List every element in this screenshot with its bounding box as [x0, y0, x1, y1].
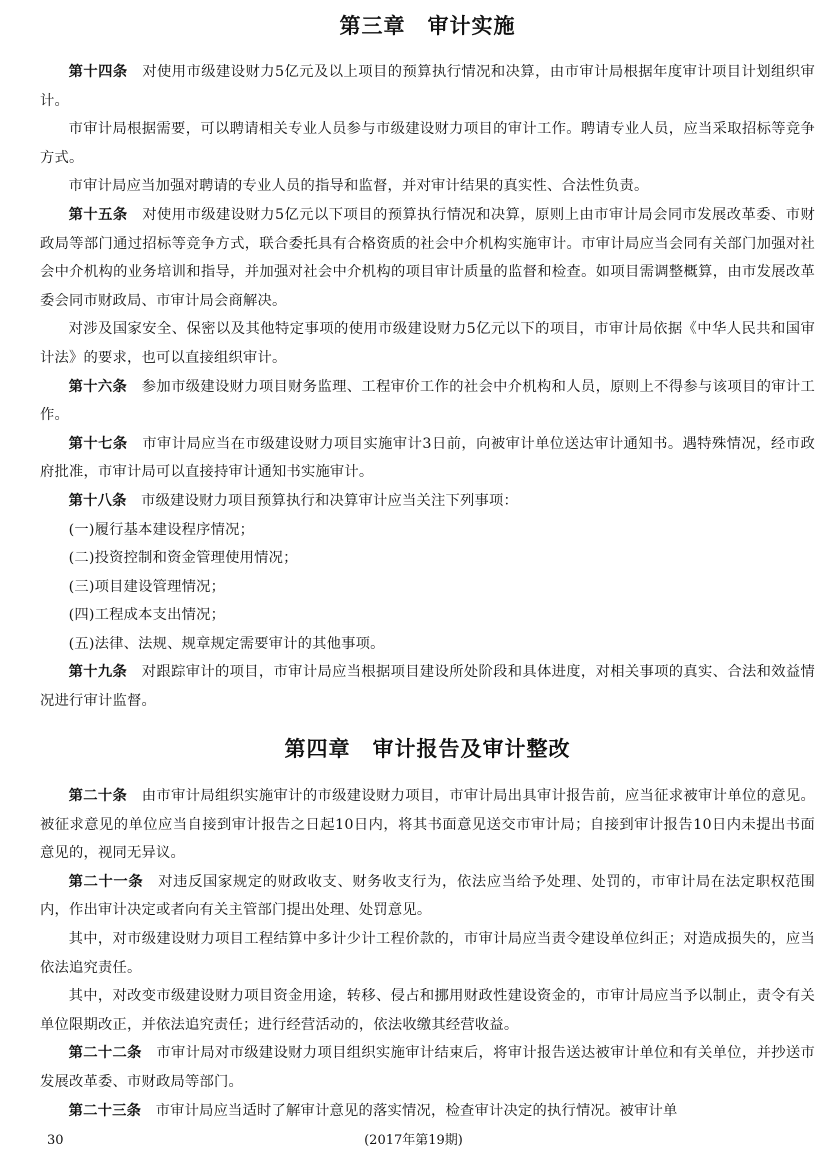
article-label: 第二十条 [68, 788, 142, 804]
document-page [40, 0, 815, 1170]
article-text: (三)项目建设管理情况； [68, 578, 226, 595]
article-paragraph [40, 315, 815, 372]
article-text: 市审计局根据需要，可以聘请相关专业人员参与市级建设财力项目的审计工作。聘请专业人员，应当采取招标等竞争方式。 [40, 121, 815, 166]
article-label: 第二十三条 [68, 1102, 156, 1119]
article-text: 市审计局应当加强对聘请的专业人员的指导和监督，并对审计结果的真实性、合法性负责。 [68, 178, 649, 195]
issue-label: (2017年第19期) [364, 1133, 463, 1148]
article-text: 对使用市级建设财力5亿元以下项目的预算执行情况和决算，原则上由市审计局会同市发展改革委、市财政局等部门通过招标等竞争方式，联合委托具有合格资质的社会中介机构实施审计。市审计局应当会同有关部门加强对社会中介机构的业务培训和指导，并加强对社会中介机构的项目审计质量的监督和检查。如项目需调整概算，由市发展改革委会同市财政局、市审计局会商解决。 [40, 206, 816, 309]
article-paragraph [40, 868, 815, 925]
article-paragraph [40, 925, 815, 982]
article-text: 对违反国家规定的财政收支、财务收支行为，依法应当给予处理、处罚的，市审计局在法定职权范围内，作出审计决定或者向有关主管部门提出处理、处罚意见。 [40, 873, 815, 919]
article-paragraph [40, 573, 815, 602]
article-paragraph [40, 172, 815, 201]
article-paragraph [40, 487, 815, 516]
article-text: 其中，对改变市级建设财力项目资金用途，转移、侵占和挪用财政性建设资金的，市审计局应当予以制止，责令有关单位限期改正，并依法追究责任；进行经营活动的，依法收缴其经营收益。 [40, 988, 815, 1033]
article-label: 第二十一条 [68, 873, 159, 890]
article-text: 对使用市级建设财力5亿元及以上项目的预算执行情况和决算，由市审计局根据年度审计项目计划组织审计。 [40, 64, 816, 109]
chapter-4-title: 第四章 审计报告及审计整改 [284, 737, 571, 761]
article-paragraph [40, 516, 815, 545]
article-label: 第十五条 [68, 206, 143, 223]
article-text: (二)投资控制和资金管理使用情况； [68, 550, 298, 567]
article-paragraph [40, 658, 815, 715]
article-paragraph [40, 1039, 815, 1096]
article-text: 由市审计局组织实施审计的市级建设财力项目，市审计局出具审计报告前，应当征求被审计单位的意见。被征求意见的单位应当自接到审计报告之日起10日内，将其书面意见送交市审计局；自接到审计报告10日内未提出书面意见的，视同无异议。 [40, 788, 816, 862]
chapter-3-title: 第三章 审计实施 [339, 14, 516, 38]
article-text: (一)履行基本建设程序情况； [68, 521, 255, 538]
article-text: (五)法律、法规、规章规定需要审计的其他事项。 [68, 635, 385, 652]
article-text: 对跟踪审计的项目，市审计局应当根据项目建设所处阶段和具体进度，对相关事项的真实、合法和效益情况进行审计监督。 [40, 664, 816, 710]
article-label: 第十六条 [68, 378, 142, 395]
article-paragraph [40, 115, 815, 172]
article-text: 市级建设财力项目预算执行和决算审计应当关注下列事项： [141, 492, 518, 509]
article-paragraph [40, 630, 815, 659]
article-paragraph [40, 782, 815, 868]
article-paragraph [40, 373, 815, 430]
article-paragraph [40, 982, 815, 1039]
article-text: 市审计局应当适时了解审计意见的落实情况，检查审计决定的执行情况。被审计单 [155, 1102, 678, 1119]
article-text: 对涉及国家安全、保密以及其他特定事项的使用市级建设财力5亿元以下的项目，市审计局依据《中华人民共和国审计法》的要求，也可以直接组织审计。 [40, 321, 815, 366]
article-label: 第十四条 [68, 64, 143, 80]
article-paragraph [40, 201, 815, 315]
article-paragraph [40, 58, 815, 115]
article-label: 第十九条 [68, 664, 142, 681]
article-paragraph [40, 430, 815, 487]
article-paragraph [40, 544, 815, 573]
article-text: 市审计局对市级建设财力项目组织实施审计结束后，将审计报告送达被审计单位和有关单位，并抄送市发展改革委、市财政局等部门。 [40, 1045, 815, 1090]
page-number: 30 [47, 1133, 64, 1148]
chapter-3-body [40, 58, 815, 716]
article-label: 第二十二条 [68, 1045, 157, 1062]
article-paragraph [40, 1097, 815, 1126]
article-label: 第十八条 [68, 492, 142, 509]
article-text: 参加市级建设财力项目财务监理、工程审价工作的社会中介机构和人员，原则上不得参与该项目的审计工作。 [40, 378, 816, 424]
article-text: (四)工程成本支出情况； [68, 607, 226, 624]
article-label: 第十七条 [68, 435, 143, 452]
article-paragraph [40, 601, 815, 630]
article-text: 其中，对市级建设财力项目工程结算中多计少计工程价款的，市审计局应当责令建设单位纠正；对造成损失的，应当依法追究责任。 [40, 930, 815, 976]
chapter-4-body [40, 782, 815, 1125]
article-text: 市审计局应当在市级建设财力项目实施审计3日前，向被审计单位送达审计通知书。遇特殊情况，经市政府批准，市审计局可以直接持审计通知书实施审计。 [40, 435, 816, 481]
